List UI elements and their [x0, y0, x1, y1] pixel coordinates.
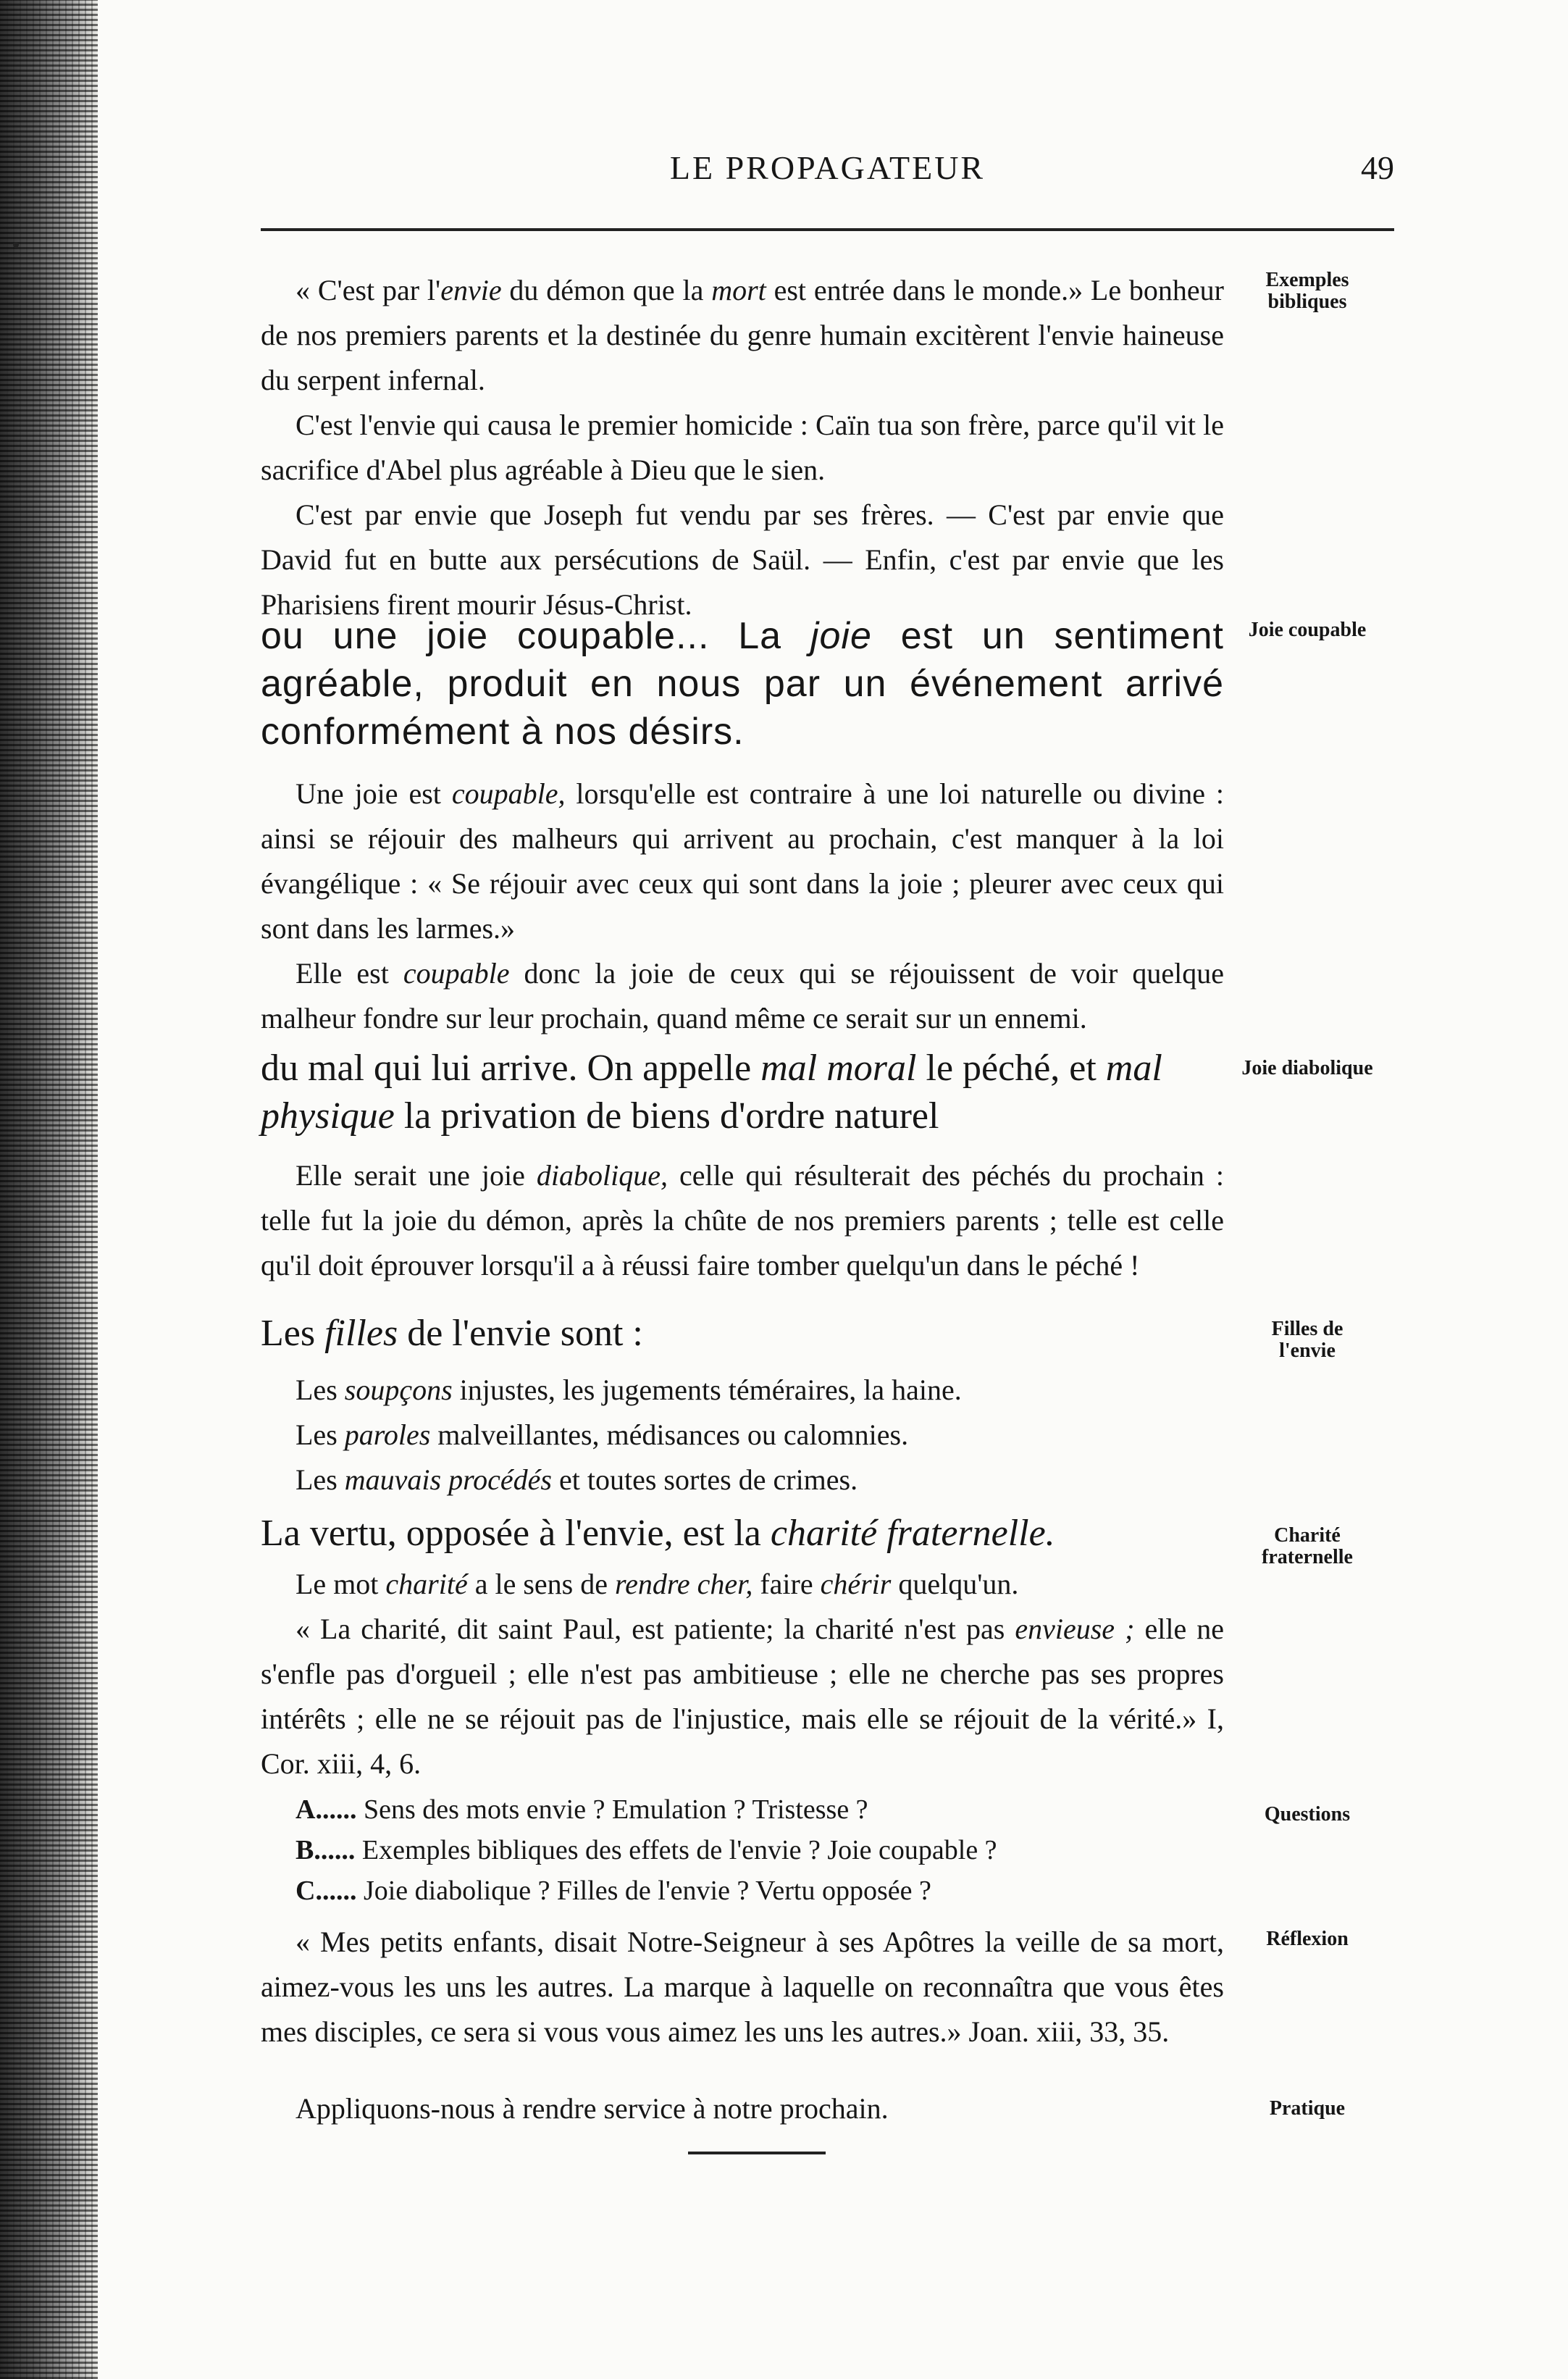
section-heading: La vertu, opposée à l'envie, est la charité fraternelle. — [261, 1513, 1055, 1554]
question-item: C...... Joie diabolique ? Filles de l'envie ? Vertu opposée ? — [295, 1876, 931, 1906]
closing-rule — [688, 2152, 826, 2154]
paragraph: C'est l'envie qui causa le premier homicide : Caïn tua son frère, parce qu'il vit le sacrifice d'Abel plus agréable à Dieu que le sien. — [261, 409, 1224, 486]
paragraph: « Mes petits enfants, disait Notre-Seigneur à ses Apôtres la veille de sa mort, aimez-vous les uns les autres. La marque à laquelle on reconnaîtra que vous êtes mes disciples, ce sera si vous vous aimez les uns les autres.» Joan. xiii, 33, 35. — [261, 1926, 1224, 2048]
paragraph: Une joie est coupable, lorsqu'elle est contraire à une loi naturelle ou divine : ainsi se réjouir des malheurs qui arrivent au prochain, c'est manquer à la loi évangélique : « Se réjouir avec ceux qui sont dans la joie ; pleurer avec ceux qui sont dans les larmes.» — [261, 777, 1224, 945]
section-joie-diabolique — [261, 1045, 1224, 1288]
scan-speck — [13, 242, 19, 248]
margin-note-reflexion: Réflexion — [1266, 1928, 1349, 1950]
paragraph: Le mot charité a le sens de rendre cher, faire chérir quelqu'un. — [295, 1568, 1019, 1600]
section-reflexion — [261, 1920, 1224, 2054]
list — [261, 1368, 1224, 1502]
section-heading: ou une joie coupable... La joie est un sentiment agréable, produit en nous par un événement arrivé conformément à nos désirs. — [261, 615, 1224, 753]
paragraph: C'est par envie que Joseph fut vendu par ses frères. — C'est par envie que David fut en butte aux persécutions de Saül. — Enfin, c'est par envie que les Pharisiens firent mourir Jésus-Christ. — [261, 498, 1224, 621]
list-item: Les paroles malveillantes, médisances ou calomnies. — [295, 1418, 909, 1451]
list-item: Les mauvais procédés et toutes sortes de crimes. — [295, 1463, 858, 1496]
section-pratique — [261, 2086, 1224, 2131]
margin-note-filles: Filles de l'envie — [1271, 1318, 1343, 1362]
paragraph: « La charité, dit saint Paul, est patiente; la charité n'est pas envieuse ; elle ne s'enfle pas d'orgueil ; elle n'est pas ambitieuse ; elle ne cherche pas ses propres intérêts ; elle ne se réjouit pas de l'injustice, mais elle se réjouit de la vérité.» I, Cor. xiii, 4, 6. — [261, 1613, 1225, 1780]
section-joie-coupable — [261, 612, 1224, 1041]
margin-note-joie-diabolique: Joie diabolique — [1241, 1057, 1373, 1079]
margin-note-joie-coupable: Joie coupable — [1248, 619, 1367, 641]
running-title: LE PROPAGATEUR — [669, 149, 986, 186]
paragraph: Appliquons-nous à rendre service à notre prochain. — [295, 2092, 889, 2125]
paragraph: Elle serait une joie diabolique, celle qui résulterait des péchés du prochain : telle fut la joie du démon, après la chûte de nos premiers parents ; telle est celle qu'il doit éprouver lorsqu'il a à réussi faire tomber quelqu'un dans le péché ! — [261, 1159, 1224, 1282]
header-rule — [261, 228, 1394, 231]
question-item: B...... Exemples bibliques des effets de l'envie ? Joie coupable ? — [295, 1835, 997, 1865]
margin-note-pratique: Pratique — [1269, 2097, 1346, 2120]
section-exemples — [261, 268, 1224, 627]
section-charite — [261, 1510, 1224, 1786]
section-questions — [261, 1789, 1224, 1911]
section-heading: du mal qui lui arrive. On appelle mal moral le péché, et mal physique la privation de biens d'ordre naturel — [261, 1048, 1162, 1137]
paragraph: « C'est par l'envie du démon que la mort est entrée dans le monde.» Le bonheur de nos premiers parents et la destinée du genre humain excitèrent l'envie haineuse du serpent infernal. — [261, 274, 1225, 396]
scan-binding-edge — [0, 0, 98, 2379]
margin-note-exemples: Exemples bibliques — [1265, 269, 1349, 313]
paragraph: Elle est coupable donc la joie de ceux qui se réjouissent de voir quelque malheur fondre sur leur prochain, quand même ce serait sur un ennemi. — [261, 957, 1224, 1034]
page-number: 49 — [1361, 149, 1394, 186]
list-item: Les soupçons injustes, les jugements téméraires, la haine. — [295, 1374, 962, 1406]
section-filles — [261, 1310, 1224, 1502]
margin-note-questions: Questions — [1264, 1803, 1351, 1826]
section-heading: Les filles de l'envie sont : — [261, 1313, 643, 1354]
margin-note-charite: Charité fraternelle — [1262, 1524, 1353, 1568]
page-header — [261, 149, 1394, 199]
question-item: A...... Sens des mots envie ? Emulation ? Tristesse ? — [295, 1794, 868, 1825]
